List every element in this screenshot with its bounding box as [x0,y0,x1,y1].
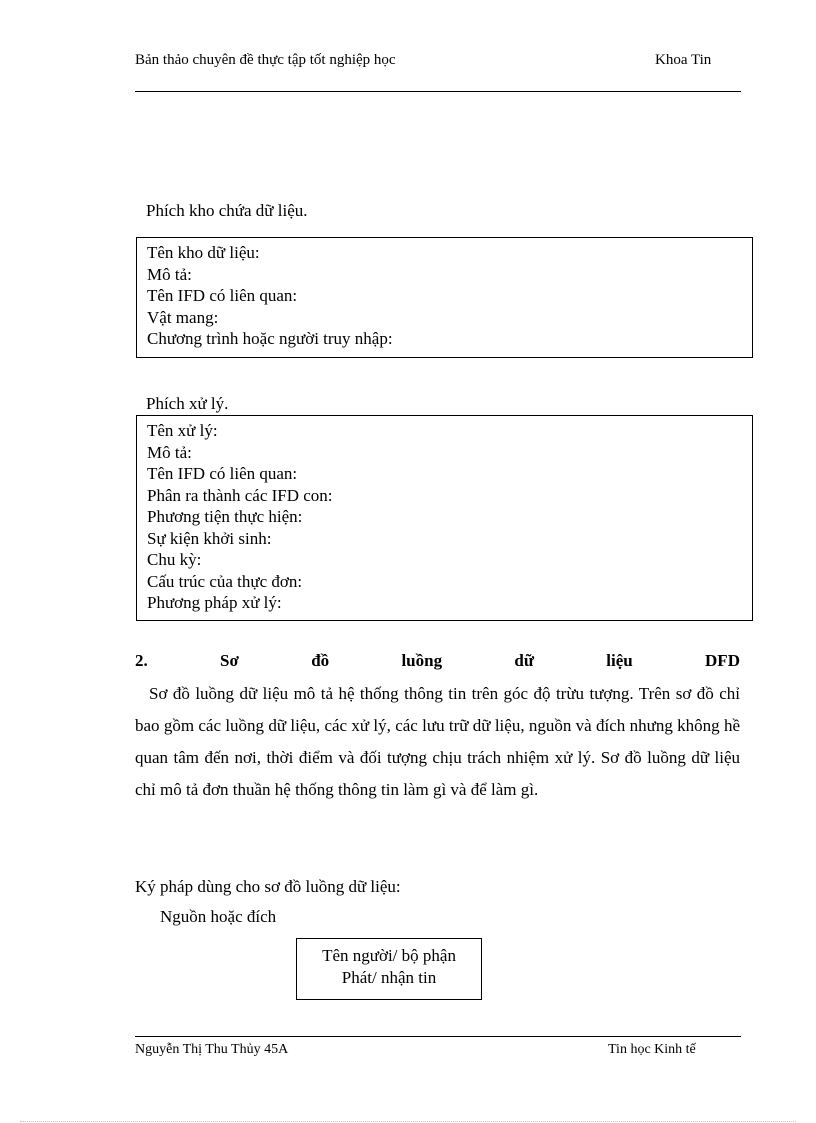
source-sink-symbol-box [296,938,482,1000]
heading-word: DFD [705,651,740,670]
header-document-title: Bản thảo chuyên đề thực tập tốt nghiệp học [135,52,396,68]
heading-word: liệu [606,651,633,670]
data-store-card-title: Phích kho chứa dữ liệu. [146,201,308,220]
process-field-means: Phương tiện thực hiện: [147,507,303,526]
source-sink-label: Nguồn hoặc đích [160,907,277,926]
process-field-description: Mô tả: [147,442,192,462]
entity-box-line1: Tên người/ bộ phận [322,946,456,965]
process-card-title: Phích xử lý. [146,394,229,413]
footer-divider [135,1036,741,1037]
process-field-method: Phương pháp xử lý: [147,593,282,612]
data-store-card-box [136,237,753,358]
header-department: Khoa Tin [655,52,712,68]
footer-author: Nguyễn Thị Thu Thủy 45A [135,1042,289,1057]
data-store-field-name: Tên kho dữ liệu: [147,243,260,262]
process-card-box [136,415,753,621]
data-store-field-description: Mô tả: [147,264,192,284]
heading-word: 2. [135,651,148,670]
process-field-ifd: Tên IFD có liên quan: [147,464,298,483]
process-field-name: Tên xử lý: [147,421,218,440]
heading-word: đồ [311,651,330,670]
process-field-trigger: Sự kiện khởi sinh: [147,528,272,548]
data-store-field-ifd: Tên IFD có liên quan: [147,286,298,305]
heading-word: luồng [401,651,443,670]
footer-department: Tin học Kinh tế [608,1042,696,1057]
data-store-field-medium: Vật mang: [147,307,219,327]
header-divider [135,91,741,92]
heading-word: Sơ [220,651,239,670]
heading-word: dữ [514,651,535,670]
process-field-cycle: Chu kỳ: [147,550,202,569]
process-field-menu-structure: Cấu trúc của thực đơn: [147,571,303,591]
dfd-description-paragraph: Sơ đồ luồng dữ liệu mô tả hệ thống thông tin trên góc độ trừu tượng. Trên sơ đồ chỉ bao gồm các luồng dữ liệu, các xử lý, các lưu trữ dữ liệu, nguồn và đích nhưng không hề quan tâm đến nơi, thời điểm và đối tượng chịu trách nhiệm xử lý. Sơ đồ luồng dữ liệu chỉ mô tả đơn thuần hệ thống thông tin làm gì và để làm gì. [135,684,740,799]
process-field-sub-ifd: Phân ra thành các IFD con: [147,485,333,505]
page-bottom-edge [20,1121,796,1122]
entity-box-line2: Phát/ nhận tin [341,968,437,987]
data-store-field-accessor: Chương trình hoặc người truy nhập: [147,329,393,348]
section-heading [135,650,740,672]
notation-intro: Ký pháp dùng cho sơ đồ luồng dữ liệu: [135,877,401,896]
